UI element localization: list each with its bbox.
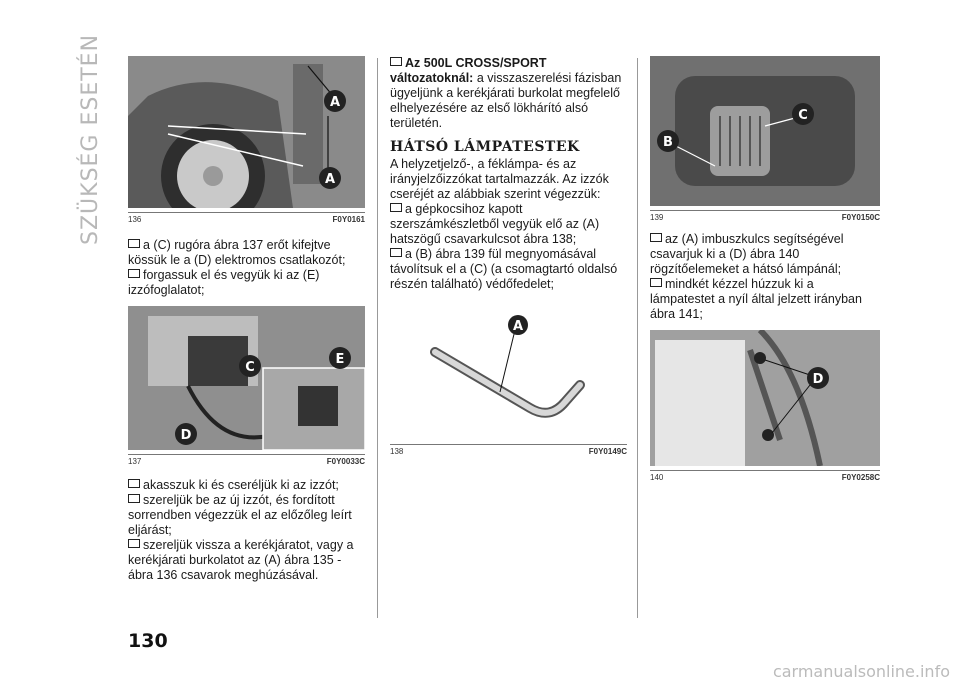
bullet-item: akasszuk ki és cseréljük ki az izzót; <box>128 478 365 493</box>
page-number: 130 <box>128 630 168 652</box>
figure-code: F0Y0149C <box>588 447 627 456</box>
bullet-item: a gépkocsihoz kapott szerszámkészletből vegyük elő az (A) hatszögű csavarkulcsot ábra 138; <box>390 202 627 247</box>
bullet-item <box>390 56 627 131</box>
callout-a-label: A <box>512 319 524 334</box>
figure-code: F0Y0258C <box>841 473 880 482</box>
bullet-item: a (C) rugóra ábra 137 erőt kifejtve kössük le a (D) elektromos csatlakozót; <box>128 238 365 268</box>
bullet-item: forgassuk el és vegyük ki az (E) izzófoglalatot; <box>128 268 365 298</box>
column-1 <box>128 56 365 583</box>
bulb-socket-illustration <box>128 306 365 450</box>
bullet-item: szereljük be az új izzót, és fordított sorrendben végezzük el az előzőleg leírt eljárást; <box>128 493 365 538</box>
figure-caption <box>650 470 880 482</box>
bullet-item: az (A) imbuszkulcs segítségével csavarjuk ki a (D) ábra 140 rögzítőelemeket a hátsó lámpánál; <box>650 232 880 277</box>
figure-number: 137 <box>128 457 142 466</box>
figure-number: 136 <box>128 215 142 224</box>
callout-d-label: D <box>812 372 824 387</box>
figure-138 <box>390 300 627 440</box>
tail-lamp-screws-illustration <box>650 330 880 466</box>
column-3 <box>650 56 880 482</box>
callout-b-label: B <box>663 135 673 150</box>
figure-code: F0Y0033C <box>326 457 365 466</box>
callout-c-label: C <box>245 360 255 375</box>
figure-caption <box>128 454 365 466</box>
wheel-arch-illustration <box>128 56 365 208</box>
figure-caption <box>128 212 365 224</box>
figure-code: F0Y0161 <box>332 215 365 224</box>
bullet-item: mindkét kézzel húzzuk ki a lámpatestet a nyíl által jelzett irányban ábra 141; <box>650 277 880 322</box>
bullet-item: szereljük vissza a kerékjáratot, vagy a kerékjárati burkolatot az (A) ábra 135 - ábra 136 csavarok meghúzásával. <box>128 538 365 583</box>
figure-140 <box>650 330 880 466</box>
column-divider <box>637 58 638 618</box>
callout-d-label: D <box>180 428 192 443</box>
hex-wrench-illustration <box>390 300 627 440</box>
figure-137 <box>128 306 365 450</box>
figure-139 <box>650 56 880 206</box>
bold-lead: Az 500L CROSS/SPORT változatoknál: <box>390 56 547 85</box>
paragraph: A helyzetjelző-, a féklámpa- és az irányjelzőizzókat tartalmazzák. Az izzók cseréjét az alábbiak szerint végezzük: <box>390 157 609 201</box>
figure-number: 140 <box>650 473 664 482</box>
section-side-title: SZÜKSÉG ESETÉN <box>78 33 103 245</box>
column-divider <box>377 58 378 618</box>
callout-a-label: A <box>324 172 336 187</box>
figure-136 <box>128 56 365 208</box>
bullet-text: a visszaszerelési fázisban ügyeljünk a kerékjárati burkolat megfelelő elhelyezésére az első lökhárító alsó területén. <box>390 71 622 130</box>
callout-a-label: A <box>329 95 341 110</box>
figure-code: F0Y0150C <box>841 213 880 222</box>
bullet-item: a (B) ábra 139 fül megnyomásával távolítsuk el a (C) (a csomagtartó oldalsó részén található) védőfedelet; <box>390 247 627 292</box>
column-2 <box>390 56 627 456</box>
watermark: carmanualsonline.info <box>772 662 950 681</box>
section-heading: HÁTSÓ LÁMPATESTEK <box>390 139 580 155</box>
figure-number: 138 <box>390 447 404 456</box>
trunk-cover-illustration <box>650 56 880 206</box>
callout-e-label: E <box>335 352 345 367</box>
figure-caption <box>650 210 880 222</box>
figure-caption <box>390 444 627 456</box>
callout-c-label: C <box>798 108 808 123</box>
figure-number: 139 <box>650 213 664 222</box>
